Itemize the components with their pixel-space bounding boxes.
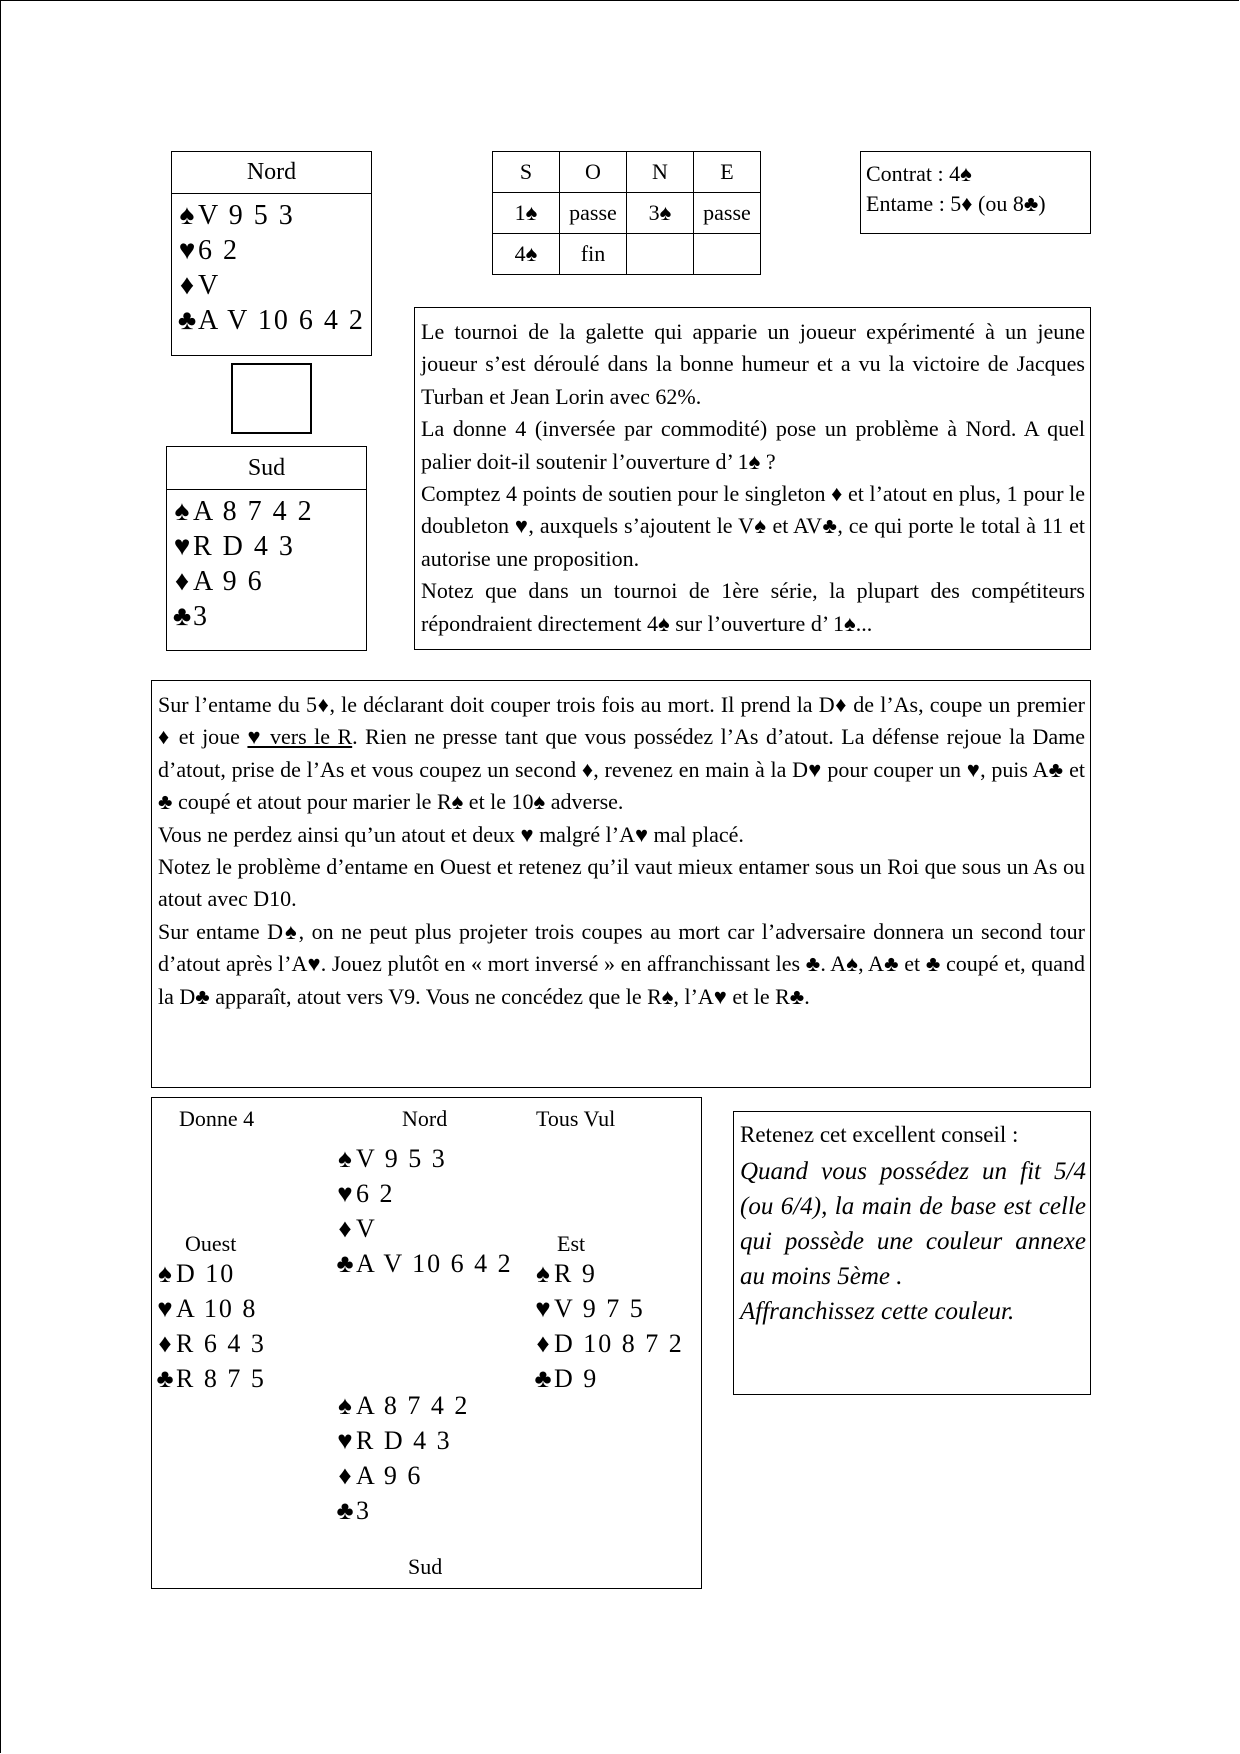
heart-icon: ♥ bbox=[178, 235, 196, 266]
analysis-text: Sur l’entame du 5♦, le déclarant doit couper trois fois au mort. Il prend la D♦ de l’As, coupe un premier ♦ et joue bbox=[158, 692, 1085, 750]
south-spades: A 8 7 4 2 bbox=[356, 1391, 470, 1420]
diagram-west-hand bbox=[154, 1256, 266, 1396]
north-spades-row bbox=[334, 1141, 513, 1176]
analysis-text: . Rien ne presse tant que vous possédez l’As d’atout. La défense rejoue la Dame d’atout, prise de l’As et vous coupez un second ♦, revenez en main à la D♥ pour couper un ♥, puis A♣ et ♣ coupé et atout pour marier le R♠ et le 10♠ adverse. bbox=[158, 724, 1086, 815]
north-hearts: 6 2 bbox=[356, 1179, 395, 1208]
south-clubs: 3 bbox=[193, 601, 209, 632]
north-diamonds-row bbox=[334, 1211, 513, 1246]
west-spades: D 10 bbox=[176, 1259, 236, 1288]
bidding-row bbox=[493, 234, 761, 275]
south-hearts: R D 4 3 bbox=[193, 531, 295, 562]
north-hand-box bbox=[171, 151, 372, 356]
north-diamonds: V bbox=[198, 270, 221, 301]
bid-cell: 1♠ bbox=[493, 193, 560, 234]
bid-cell: 4♠ bbox=[493, 234, 560, 275]
analysis-paragraph: Sur entame D♠, on ne peut plus projeter trois coupes au mort car l’adversaire donnera un second tour d’atout après l’A♥. Jouez plutôt en « mort inversé » en affranchissant les ♣. A♠, A♣ et ♣ coupé et, quand la D♣ apparaît, atout vers V9. Vous ne concédez que le R♠, l’A♥ et le R♣. bbox=[158, 918, 1085, 1009]
diamond-icon: ♦ bbox=[536, 1329, 550, 1358]
west-hearts: A 10 8 bbox=[176, 1294, 258, 1323]
intro-paragraph: Le tournoi de la galette qui apparie un joueur expérimenté à un jeune joueur s’est déroulé dans la bonne humeur et a vu la victoire de Jacques Turban et Jean Lorin avec 62%. bbox=[421, 319, 1085, 409]
south-diamonds: A 9 6 bbox=[356, 1461, 423, 1490]
bidding-header-east: E bbox=[694, 152, 761, 193]
bid-cell: 3♠ bbox=[627, 193, 694, 234]
east-label: Est bbox=[557, 1231, 586, 1256]
north-hand-cards bbox=[172, 194, 371, 338]
spade-icon: ♠ bbox=[174, 496, 190, 527]
west-spades-row bbox=[154, 1256, 266, 1291]
north-clubs: A V 10 6 4 2 bbox=[198, 305, 365, 336]
bidding-header-north: N bbox=[627, 152, 694, 193]
west-hearts-row bbox=[154, 1291, 266, 1326]
west-diamonds-row bbox=[154, 1326, 266, 1361]
south-clubs-row bbox=[171, 599, 366, 634]
club-icon: ♣ bbox=[177, 305, 197, 336]
diagram-east-hand bbox=[532, 1256, 684, 1396]
south-spades-row bbox=[171, 494, 366, 529]
north-diamonds-row bbox=[176, 268, 371, 303]
bid-cell: passe bbox=[694, 193, 761, 234]
intro-paragraph: La donne 4 (inversée par commodité) pose un problème à Nord. A quel palier doit-il soutenir l’ouverture d’ 1♠ ? bbox=[421, 416, 1085, 474]
diamond-icon: ♦ bbox=[179, 270, 195, 301]
deal-number: Donne 4 bbox=[179, 1106, 255, 1131]
north-label: Nord bbox=[402, 1106, 448, 1131]
north-hand-title: Nord bbox=[172, 152, 371, 194]
west-clubs: R 8 7 5 bbox=[176, 1364, 266, 1393]
north-spades-row bbox=[176, 198, 371, 233]
vulnerability: Tous Vul bbox=[536, 1106, 616, 1131]
east-clubs: D 9 bbox=[554, 1364, 599, 1393]
diagram-south-hand bbox=[334, 1388, 469, 1528]
contract-line: Contrat : 4♠ bbox=[866, 161, 972, 186]
spade-icon: ♠ bbox=[536, 1259, 550, 1288]
spade-icon: ♠ bbox=[158, 1259, 172, 1288]
south-clubs-row bbox=[334, 1493, 469, 1528]
club-icon: ♣ bbox=[534, 1364, 552, 1393]
advice-box bbox=[733, 1111, 1091, 1395]
north-clubs: A V 10 6 4 2 bbox=[356, 1249, 513, 1278]
heart-icon: ♥ bbox=[535, 1294, 551, 1323]
north-hearts: 6 2 bbox=[198, 235, 239, 266]
bidding-header-row bbox=[493, 152, 761, 193]
south-label: Sud bbox=[408, 1554, 443, 1579]
bidding-header-south: S bbox=[493, 152, 560, 193]
table-square bbox=[231, 363, 312, 434]
heart-icon: ♥ bbox=[337, 1426, 353, 1455]
east-hearts-row bbox=[532, 1291, 684, 1326]
diamond-icon: ♦ bbox=[338, 1214, 352, 1243]
west-label: Ouest bbox=[185, 1231, 237, 1256]
bidding-table bbox=[492, 151, 761, 275]
diamond-icon: ♦ bbox=[158, 1329, 172, 1358]
analysis-underlined-text: ♥ vers le R bbox=[247, 724, 353, 750]
south-hand-box bbox=[166, 446, 367, 651]
north-clubs-row bbox=[176, 303, 371, 338]
heart-icon: ♥ bbox=[337, 1179, 353, 1208]
intro-paragraph: Notez que dans un tournoi de 1ère série, la plupart des compétiteurs répondraient directement 4♠ sur l’ouverture d’ 1♠... bbox=[421, 578, 1085, 636]
south-diamonds-row bbox=[171, 564, 366, 599]
analysis-paragraph: Vous ne perdez ainsi qu’un atout et deux ♥ malgré l’A♥ mal placé. bbox=[158, 821, 744, 847]
north-spades: V 9 5 3 bbox=[356, 1144, 447, 1173]
spade-icon: ♠ bbox=[338, 1144, 352, 1173]
south-hearts-row bbox=[171, 529, 366, 564]
bid-cell bbox=[627, 234, 694, 275]
club-icon: ♣ bbox=[336, 1249, 354, 1278]
bid-cell bbox=[694, 234, 761, 275]
south-clubs: 3 bbox=[356, 1496, 371, 1525]
bidding-header-west: O bbox=[560, 152, 627, 193]
south-spades-row bbox=[334, 1388, 469, 1423]
advice-title: Retenez cet excellent conseil : bbox=[740, 1122, 1019, 1147]
analysis-paragraph: Notez le problème d’entame en Ouest et retenez qu’il vaut mieux entamer sous un Roi que sous un As ou atout avec D10. bbox=[158, 854, 1085, 912]
west-clubs-row bbox=[154, 1361, 266, 1396]
intro-text-box bbox=[414, 307, 1091, 650]
east-spades: R 9 bbox=[554, 1259, 597, 1288]
analysis-box bbox=[151, 680, 1091, 1088]
bid-cell: fin bbox=[560, 234, 627, 275]
north-diamonds: V bbox=[356, 1214, 377, 1243]
south-hearts: R D 4 3 bbox=[356, 1426, 452, 1455]
south-hand-cards bbox=[167, 490, 366, 634]
spade-icon: ♠ bbox=[179, 200, 195, 231]
lead-line: Entame : 5♦ (ou 8♣) bbox=[866, 191, 1046, 216]
south-hearts-row bbox=[334, 1423, 469, 1458]
club-icon: ♣ bbox=[336, 1496, 354, 1525]
deal-diagram bbox=[151, 1097, 702, 1589]
analysis-paragraph bbox=[158, 689, 1085, 819]
diagram-north-hand bbox=[334, 1141, 513, 1281]
advice-text: Quand vous possédez un fit 5/4 (ou 6/4), la main de base est celle qui possède une couleur annexe au moins 5ème . bbox=[740, 1158, 1086, 1290]
north-spades: V 9 5 3 bbox=[198, 200, 295, 231]
south-spades: A 8 7 4 2 bbox=[193, 496, 314, 527]
diamond-icon: ♦ bbox=[174, 566, 190, 597]
east-clubs-row bbox=[532, 1361, 684, 1396]
contract-box bbox=[860, 151, 1091, 234]
east-spades-row bbox=[532, 1256, 684, 1291]
north-clubs-row bbox=[334, 1246, 513, 1281]
north-hearts-row bbox=[334, 1176, 513, 1211]
intro-paragraph: Comptez 4 points de soutien pour le singleton ♦ et l’atout en plus, 1 pour le doubleton ♥, auxquels s’ajoutent le V♠ et AV♣, ce qui porte le total à 11 et autorise une proposition. bbox=[421, 481, 1085, 571]
advice-conclusion: Affranchissez cette couleur. bbox=[740, 1298, 1015, 1325]
bid-cell: passe bbox=[560, 193, 627, 234]
west-diamonds: R 6 4 3 bbox=[176, 1329, 266, 1358]
east-hearts: V 9 7 5 bbox=[554, 1294, 645, 1323]
bidding-row bbox=[493, 193, 761, 234]
north-hearts-row bbox=[176, 233, 371, 268]
south-hand-title: Sud bbox=[167, 447, 366, 490]
club-icon: ♣ bbox=[156, 1364, 174, 1393]
club-icon: ♣ bbox=[172, 601, 192, 632]
south-diamonds-row bbox=[334, 1458, 469, 1493]
heart-icon: ♥ bbox=[173, 531, 191, 562]
east-diamonds: D 10 8 7 2 bbox=[554, 1329, 684, 1358]
south-diamonds: A 9 6 bbox=[193, 566, 264, 597]
spade-icon: ♠ bbox=[338, 1391, 352, 1420]
heart-icon: ♥ bbox=[157, 1294, 173, 1323]
diamond-icon: ♦ bbox=[338, 1461, 352, 1490]
east-diamonds-row bbox=[532, 1326, 684, 1361]
